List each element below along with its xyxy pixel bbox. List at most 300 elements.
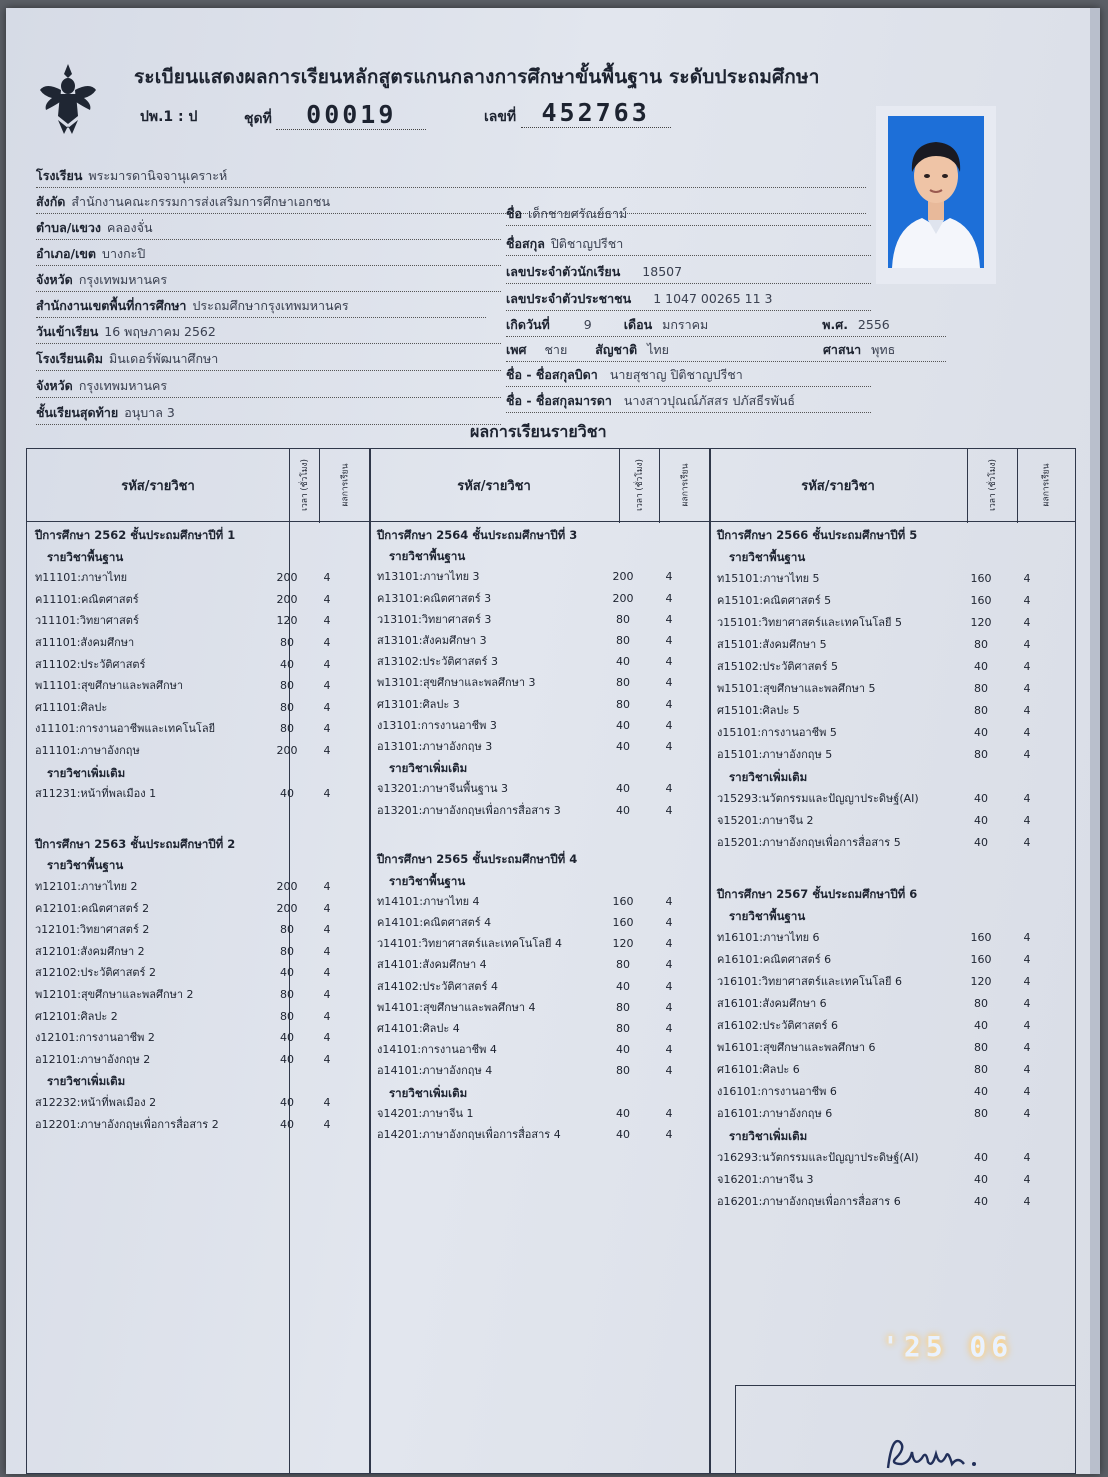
subject-category [377, 1083, 467, 1103]
grade-cell: 4 [665, 634, 673, 647]
subject-category [35, 1071, 125, 1091]
grade-cell: 4 [323, 722, 331, 736]
info-value: สำนักงานคณะกรรมการส่งเสริมการศึกษาเอกชน [71, 194, 331, 209]
subject-name: พ12101:สุขศึกษาและพลศึกษา 2 [35, 988, 194, 1002]
birth-date-field: เกิดวันที่ 9 เดือน มกราคม พ.ศ. 2556 [506, 315, 946, 335]
subject-name: ท15101:ภาษาไทย 5 [717, 572, 820, 585]
grade-cell: 4 [323, 571, 331, 585]
subject-name: ค16101:คณิตศาสตร์ 6 [717, 952, 832, 966]
info-row-5 [36, 296, 486, 316]
info-row-3 [36, 244, 501, 264]
table-row [717, 1148, 1031, 1168]
subject-name: ว11101:วิทยาศาสตร์ [35, 614, 139, 628]
grade-cell: 4 [1023, 594, 1031, 607]
hours-cell: 80 [974, 996, 988, 1010]
grade-cell: 4 [323, 1096, 331, 1110]
grade-cell: 4 [665, 803, 673, 817]
subject-name: ท16101:ภาษาไทย 6 [717, 930, 820, 944]
hours-cell: 160 [970, 930, 992, 944]
grade-cell: 4 [665, 1106, 673, 1120]
grade-cell: 4 [323, 614, 331, 628]
student-portrait-icon [888, 116, 984, 268]
subject-name: ปีการศึกษา 2566 ชั้นประถมศึกษาปีที่ 5 [717, 528, 918, 542]
col1-grade-header: ผลการเรียน [340, 463, 350, 507]
info-row-6 [36, 322, 501, 342]
hours-cell: 40 [616, 1127, 630, 1141]
table-row [377, 1104, 673, 1124]
info-value: ประถมศึกษากรุงเทพมหานคร [192, 298, 349, 313]
info-label: อำเภอ/เขต [36, 246, 97, 261]
table-row [35, 985, 331, 1005]
surname-field: ชื่อสกุล ปิติชาญปรีชา [506, 234, 871, 254]
table-row [35, 611, 331, 631]
hours-cell: 80 [616, 697, 630, 711]
student-id: 18507 [642, 264, 683, 279]
doc-number-row [484, 98, 671, 128]
name-field: ชื่อ เด็กชายศรัณย์ธาม์ [506, 204, 871, 224]
col2-subject-header: รหัส/รายวิชา [457, 478, 531, 494]
table-row [377, 801, 673, 821]
subject-category [717, 1126, 807, 1146]
doc-number: 452763 [541, 98, 650, 127]
grade-cell: 4 [323, 636, 331, 649]
grade-cell: 4 [1023, 1172, 1031, 1186]
table-row [377, 673, 673, 693]
subject-category [377, 546, 465, 566]
subject-name: รายวิชาพื้นฐาน [389, 873, 466, 888]
grade-cell: 4 [665, 697, 673, 711]
hours-cell: 80 [616, 1021, 630, 1035]
subject-name: ปีการศึกษา 2563 ชั้นประถมศึกษาปีที่ 2 [35, 836, 236, 851]
grade-cell: 4 [665, 894, 673, 908]
set-number-row [244, 100, 426, 130]
subject-name: ส11231:หน้าที่พลเมือง 1 [35, 787, 157, 801]
hours-cell: 40 [280, 1096, 294, 1110]
info-label: โรงเรียน [36, 168, 83, 183]
set-label: ชุดที่ [244, 111, 272, 127]
table-row [717, 1170, 1031, 1190]
table-row [717, 1038, 1031, 1058]
subject-name: รายวิชาเพิ่มเติม [389, 1085, 468, 1100]
hours-cell: 80 [974, 1062, 988, 1076]
subject-name: รายวิชาเพิ่มเติม [729, 770, 808, 784]
grade-cell: 4 [1023, 572, 1031, 585]
number-label: เลขที่ [484, 109, 517, 125]
hours-cell: 160 [970, 572, 992, 585]
grade-cell: 4 [1023, 1150, 1031, 1164]
subject-name: ปีการศึกษา 2565 ชั้นประถมศึกษาปีที่ 4 [377, 852, 578, 867]
subject-category [35, 855, 123, 875]
table-row [35, 920, 331, 940]
table-row [377, 913, 673, 933]
subject-category [717, 906, 805, 926]
table-row [717, 1192, 1031, 1212]
info-label: วันเข้าเรียน [36, 324, 99, 339]
signature-mark [882, 1428, 992, 1474]
hours-cell: 160 [970, 952, 992, 966]
hours-cell: 40 [616, 718, 630, 732]
section-title: ผลการเรียนรายวิชา [470, 422, 607, 441]
table-row [717, 1016, 1031, 1036]
grade-cell: 4 [665, 612, 673, 626]
table-row [35, 719, 331, 739]
subject-name: อ12201:ภาษาอังกฤษเพื่อการสื่อสาร 2 [35, 1117, 219, 1131]
grade-cell: 4 [665, 1000, 673, 1014]
subject-name: ง16101:การงานอาชีพ 6 [717, 1084, 837, 1098]
table-row [377, 1040, 673, 1060]
subject-name: อ16201:ภาษาอังกฤษเพื่อการสื่อสาร 6 [717, 1194, 901, 1208]
subject-name: อ14201:ภาษาอังกฤษเพื่อการสื่อสาร 4 [377, 1127, 561, 1141]
hours-cell: 80 [280, 988, 294, 1002]
table-row [717, 833, 1031, 853]
subject-name: ง15101:การงานอาชีพ 5 [717, 726, 837, 739]
father-field: ชื่อ - ชื่อสกุลบิดา นายสุชาญ ปิติชาญปรีชา [506, 365, 871, 385]
info-label: สังกัด [36, 194, 66, 209]
grade-cell: 4 [1023, 836, 1031, 849]
grade-cell: 4 [323, 657, 331, 671]
subject-category [35, 547, 123, 567]
hours-cell: 40 [616, 1043, 630, 1057]
table-row [35, 963, 331, 983]
col3-subject-header: รหัส/รายวิชา [801, 478, 875, 494]
table-row [377, 892, 673, 912]
grade-cell: 4 [1023, 1040, 1031, 1054]
student-id-field: เลขประจำตัวนักเรียน 18507 [506, 262, 871, 282]
subject-category [377, 871, 465, 891]
hours-cell: 80 [280, 722, 294, 736]
grade-cell: 4 [1023, 930, 1031, 944]
paper-edge [1090, 8, 1100, 1474]
info-row-2 [36, 218, 501, 238]
hours-cell: 40 [974, 792, 988, 805]
grade-cell: 4 [665, 782, 673, 796]
subject-name: รายวิชาพื้นฐาน [47, 858, 124, 873]
hours-cell: 40 [280, 657, 294, 671]
hours-cell: 80 [974, 682, 988, 695]
subject-name: ศ11101:ศิลปะ [35, 700, 108, 714]
table-row [717, 928, 1031, 948]
table-row [717, 789, 1031, 809]
hours-cell: 80 [974, 1106, 988, 1120]
grade-cell: 4 [1023, 1106, 1031, 1120]
subject-name: อ12101:ภาษาอังกฤษ 2 [35, 1052, 151, 1066]
grade-cell: 4 [323, 679, 331, 693]
hours-cell: 200 [276, 744, 298, 757]
subject-name: ปีการศึกษา 2567 ชั้นประถมศึกษาปีที่ 6 [717, 886, 918, 901]
table-row [35, 1050, 331, 1070]
grade-cell: 4 [665, 937, 673, 951]
table-row [35, 942, 331, 962]
hours-cell: 200 [612, 591, 634, 605]
grade-cell: 4 [323, 944, 331, 958]
student-name: เด็กชายศรัณย์ธาม์ [528, 206, 628, 221]
subject-name: จ16201:ภาษาจีน 3 [717, 1172, 814, 1186]
hours-cell: 80 [616, 1064, 630, 1078]
table-row [717, 657, 1031, 677]
subject-name: พ14101:สุขศึกษาและพลศึกษา 4 [377, 1000, 536, 1014]
table-row [717, 569, 1031, 589]
subject-name: ส14101:สังคมศึกษา 4 [377, 958, 487, 972]
grade-cell: 4 [323, 1052, 331, 1066]
table-row [35, 633, 331, 653]
info-row-9 [36, 403, 501, 423]
subject-name: จ14201:ภาษาจีน 1 [377, 1106, 474, 1120]
grade-cell: 4 [323, 880, 331, 894]
subject-category [717, 547, 805, 567]
hours-cell: 40 [280, 1052, 294, 1066]
hours-cell: 80 [280, 1009, 294, 1023]
hours-cell: 40 [616, 979, 630, 993]
subject-name: รายวิชาเพิ่มเติม [47, 765, 126, 780]
mother-name: นางสาวปุณณ์ภัสสร ปภัสธีรพันธ์ [623, 393, 796, 408]
hours-cell: 80 [280, 679, 294, 693]
table-row [35, 784, 331, 804]
hours-cell: 40 [974, 1018, 988, 1032]
grade-cell: 4 [665, 718, 673, 732]
form-code: ปพ.1 : ป [140, 109, 198, 125]
subject-name: ว14101:วิทยาศาสตร์และเทคโนโลยี 4 [377, 937, 562, 951]
grade-cell: 4 [1023, 616, 1031, 629]
subject-name: ง12101:การงานอาชีพ 2 [35, 1031, 155, 1045]
grade-cell: 4 [323, 744, 331, 757]
subject-name: ส12101:สังคมศึกษา 2 [35, 944, 145, 958]
table-row [377, 998, 673, 1018]
table-row [377, 934, 673, 954]
subject-name: อ14101:ภาษาอังกฤษ 4 [377, 1064, 493, 1078]
set-number: 00019 [306, 100, 397, 129]
table-row [35, 899, 331, 919]
grades-table [26, 448, 1076, 1474]
info-label: ชั้นเรียนสุดท้าย [36, 405, 119, 420]
subject-name: ท13101:ภาษาไทย 3 [377, 570, 480, 584]
subject-name: ศ12101:ศิลปะ 2 [35, 1009, 118, 1023]
hours-cell: 40 [616, 740, 630, 753]
grade-cell: 4 [665, 915, 673, 929]
nationality: ไทย [647, 342, 669, 357]
hours-cell: 40 [974, 836, 988, 849]
hours-cell: 40 [616, 803, 630, 817]
info-label: โรงเรียนเดิม [36, 351, 104, 366]
father-name: นายสุชาญ ปิติชาญปรีชา [609, 367, 743, 382]
hours-cell: 40 [974, 1150, 988, 1164]
table-row [35, 741, 331, 761]
subject-name: ปีการศึกษา 2564 ชั้นประถมศึกษาปีที่ 3 [377, 528, 578, 542]
table-row [377, 955, 673, 975]
subject-name: ง11101:การงานอาชีพและเทคโนโลยี [35, 722, 216, 736]
hours-cell: 200 [276, 901, 298, 915]
grade-cell: 4 [1023, 1018, 1031, 1032]
hours-cell: 80 [616, 958, 630, 972]
subject-name: รายวิชาพื้นฐาน [47, 549, 124, 564]
hours-cell: 80 [974, 638, 988, 651]
grade-cell: 4 [665, 591, 673, 605]
citizen-id-field: เลขประจำตัวประชาชน 1 1047 00265 11 3 [506, 289, 871, 309]
grade-cell: 4 [1023, 748, 1031, 761]
subject-name: ส16102:ประวัติศาสตร์ 6 [717, 1018, 838, 1032]
hours-cell: 80 [616, 676, 630, 690]
subject-name: จ13201:ภาษาจีนพื้นฐาน 3 [377, 782, 508, 796]
grade-cell: 4 [665, 1064, 673, 1078]
subject-name: ค14101:คณิตศาสตร์ 4 [377, 915, 492, 929]
subject-name: อ15101:ภาษาอังกฤษ 5 [717, 748, 833, 761]
table-row [717, 1104, 1031, 1124]
table-row [35, 1115, 331, 1135]
subject-name: พ15101:สุขศึกษาและพลศึกษา 5 [717, 682, 876, 695]
hours-cell: 40 [280, 1117, 294, 1131]
grade-cell: 4 [1023, 704, 1031, 717]
subject-name: พ11101:สุขศึกษาและพลศึกษา [35, 679, 184, 693]
subject-name: ศ15101:ศิลปะ 5 [717, 704, 800, 717]
table-row [717, 745, 1031, 765]
subject-name: ศ13101:ศิลปะ 3 [377, 697, 460, 711]
table-row [35, 1028, 331, 1048]
table-row [35, 568, 331, 588]
subject-name: ค11101:คณิตศาสตร์ [35, 592, 139, 606]
table-row [717, 723, 1031, 743]
religion: พุทธ [871, 342, 896, 357]
grade-cell: 4 [323, 787, 331, 801]
subject-name: ส15101:สังคมศึกษา 5 [717, 638, 827, 651]
subject-name: ส16101:สังคมศึกษา 6 [717, 996, 827, 1010]
subject-name: ส15102:ประวัติศาสตร์ 5 [717, 660, 838, 673]
birth-year: 2556 [857, 317, 890, 332]
hours-cell: 120 [970, 974, 992, 988]
academic-year-heading [717, 884, 917, 904]
subject-name: รายวิชาเพิ่มเติม [47, 1074, 126, 1089]
table-header-divider [27, 521, 1075, 522]
subject-name: รายวิชาพื้นฐาน [389, 549, 466, 564]
sex: ชาย [544, 342, 568, 357]
birth-month: มกราคม [662, 317, 709, 332]
table-row [717, 635, 1031, 655]
grade-cell: 4 [323, 966, 331, 980]
table-row [377, 779, 673, 799]
subject-name: ส12102:ประวัติศาสตร์ 2 [35, 966, 156, 980]
grade-cell: 4 [323, 700, 331, 714]
table-row [377, 567, 673, 587]
grade-cell: 4 [323, 901, 331, 915]
subject-name: ท14101:ภาษาไทย 4 [377, 894, 480, 908]
hours-cell: 120 [276, 614, 298, 628]
subject-name: ว12101:วิทยาศาสตร์ 2 [35, 923, 150, 937]
birth-day: 9 [583, 317, 592, 332]
info-value: บางกะปิ [102, 246, 146, 261]
subject-name: ส13101:สังคมศึกษา 3 [377, 634, 487, 647]
grade-cell: 4 [665, 958, 673, 972]
subject-name: ว13101:วิทยาศาสตร์ 3 [377, 612, 492, 626]
hours-cell: 160 [612, 894, 634, 908]
subject-category [377, 758, 467, 778]
academic-year-heading [717, 525, 917, 545]
hours-cell: 80 [616, 634, 630, 647]
grade-cell: 4 [1023, 792, 1031, 805]
grade-cell: 4 [1023, 952, 1031, 966]
hours-cell: 40 [974, 660, 988, 673]
subject-name: ศ16101:ศิลปะ 6 [717, 1062, 800, 1076]
table-row [35, 590, 331, 610]
document-title: ระเบียนแสดงผลการเรียนหลักสูตรแกนกลางการศึกษาขั้นพื้นฐาน ระดับประถมศึกษา [134, 66, 820, 88]
citizen-id: 1 1047 00265 11 3 [653, 291, 773, 306]
hours-cell: 40 [616, 782, 630, 796]
hours-cell: 40 [280, 1031, 294, 1045]
table-row [35, 676, 331, 696]
grade-cell: 4 [1023, 974, 1031, 988]
grade-cell: 4 [1023, 1084, 1031, 1098]
table-row [717, 950, 1031, 970]
subject-category [35, 763, 125, 783]
hours-cell: 80 [974, 704, 988, 717]
table-row [717, 613, 1031, 633]
grade-cell: 4 [1023, 660, 1031, 673]
subject-name: รายวิชาพื้นฐาน [729, 550, 806, 564]
table-row [717, 994, 1031, 1014]
grade-cell: 4 [323, 923, 331, 937]
info-row-8 [36, 376, 501, 396]
subject-name: ว16293:นวัตกรรมและปัญญาประดิษฐ์(AI) [717, 1150, 919, 1164]
table-row [377, 631, 673, 651]
subject-name: อ13201:ภาษาอังกฤษเพื่อการสื่อสาร 3 [377, 803, 561, 817]
table-row [35, 1093, 331, 1113]
info-label: ตำบล/แขวง [36, 220, 102, 235]
academic-year-heading [35, 834, 235, 854]
date-stamp: '25 06 [882, 1330, 1014, 1363]
subject-name: ปีการศึกษา 2562 ชั้นประถมศึกษาปีที่ 1 [35, 528, 236, 542]
col3-grade-header: ผลการเรียน [1041, 463, 1051, 507]
table-row [377, 695, 673, 715]
academic-year-heading [35, 525, 235, 545]
hours-cell: 80 [280, 944, 294, 958]
student-photo [876, 106, 996, 284]
hours-cell: 200 [276, 880, 298, 894]
table-row [377, 977, 673, 997]
garuda-emblem-icon [38, 60, 98, 140]
academic-year-heading [377, 849, 577, 869]
subject-name: รายวิชาเพิ่มเติม [729, 1128, 808, 1143]
grade-cell: 4 [1023, 996, 1031, 1010]
subject-name: ค12101:คณิตศาสตร์ 2 [35, 901, 150, 915]
info-label: จังหวัด [36, 272, 73, 287]
info-label: จังหวัด [36, 378, 73, 393]
table-row [717, 679, 1031, 699]
hours-cell: 40 [616, 1106, 630, 1120]
subject-name: จ15201:ภาษาจีน 2 [717, 814, 814, 827]
grade-cell: 4 [1023, 1062, 1031, 1076]
table-row [35, 1007, 331, 1027]
hours-cell: 160 [970, 594, 992, 607]
subject-name: ศ14101:ศิลปะ 4 [377, 1021, 460, 1035]
hours-cell: 200 [612, 570, 634, 584]
subject-name: ว15293:นวัตกรรมและปัญญาประดิษฐ์(AI) [717, 792, 919, 805]
grade-cell: 4 [323, 1031, 331, 1045]
grade-cell: 4 [665, 740, 673, 753]
subject-name: ส14102:ประวัติศาสตร์ 4 [377, 979, 498, 993]
table-row [377, 1061, 673, 1081]
grade-cell: 4 [323, 988, 331, 1002]
subject-name: ส11102:ประวัติศาสตร์ [35, 657, 146, 671]
table-row [377, 610, 673, 630]
col3-hours-header: เวลา (ชั่วโมง) [988, 459, 999, 511]
hours-cell: 40 [974, 1194, 988, 1208]
table-row [377, 1019, 673, 1039]
info-row-7 [36, 349, 501, 369]
hours-cell: 80 [616, 612, 630, 626]
col1-subject-header: รหัส/รายวิชา [121, 478, 195, 494]
grade-cell: 4 [665, 676, 673, 690]
hours-cell: 160 [612, 915, 634, 929]
subject-name: ท12101:ภาษาไทย 2 [35, 880, 138, 894]
hours-cell: 80 [280, 636, 294, 649]
subject-name: รายวิชาเพิ่มเติม [389, 761, 468, 776]
